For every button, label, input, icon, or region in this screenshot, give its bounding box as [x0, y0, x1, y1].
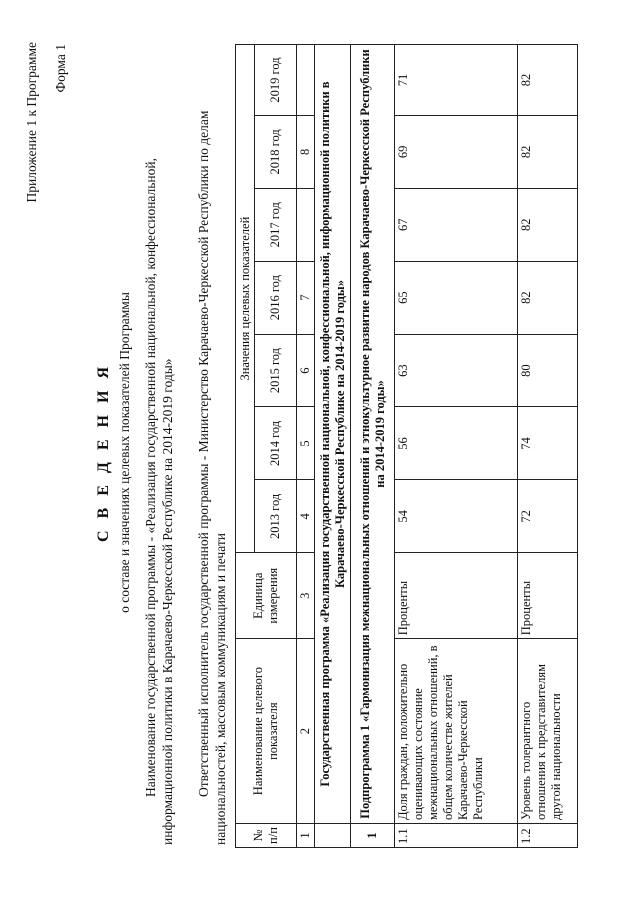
row-value: 82	[518, 261, 578, 334]
header-num: № п/п	[236, 824, 297, 848]
document-subtitle: о составе и значениях целевых показателей Программы	[117, 292, 132, 613]
row-unit: Проценты	[518, 553, 578, 639]
col-number: 3	[297, 553, 315, 639]
row-num: 1.1	[395, 824, 518, 848]
row-value: 56	[395, 407, 518, 480]
row-value: 82	[518, 188, 578, 261]
table-row	[395, 45, 518, 848]
header-unit: Единица измерения	[236, 553, 297, 639]
row-value: 71	[395, 45, 518, 116]
header-year: 2018 год	[255, 115, 297, 188]
col-number: 7	[297, 261, 315, 334]
col-number: 2	[297, 639, 315, 824]
indicators-table	[235, 44, 578, 848]
header-values-group: Значения целевых показателей	[236, 45, 255, 553]
header-row-group	[236, 45, 255, 848]
table-row	[518, 45, 578, 848]
column-number-row	[297, 45, 315, 848]
row-value: 67	[395, 188, 518, 261]
row-value: 65	[395, 261, 518, 334]
header-year: 2019 год	[255, 45, 297, 116]
row-name: Доля граждан, положительно оценивающих состояние межнациональных отношений, в общем количестве жителей Карачаево-Черкесской Республики	[395, 639, 518, 824]
header-year: 2017 год	[255, 188, 297, 261]
subprogram-row	[351, 45, 395, 848]
header-year: 2014 год	[255, 407, 297, 480]
col-number: 8	[297, 115, 315, 188]
header-year: 2013 год	[255, 480, 297, 553]
col-number: 6	[297, 334, 315, 407]
row-value: 82	[518, 45, 578, 116]
row-name: Уровень толерантного отношения к представителям другой национальности	[518, 639, 578, 824]
col-number: 1	[297, 824, 315, 848]
program-name-paragraph: Наименование государственной программы - «Реализация государственной национальной, конфессиональной, информационной политики в Карачаево-Черкесской Республике на 2014-2019 годы»	[143, 157, 175, 845]
form-label: Форма 1	[53, 44, 68, 93]
header-year: 2016 год	[255, 261, 297, 334]
row-value: 54	[395, 480, 518, 553]
row-value: 74	[518, 407, 578, 480]
program-row	[315, 45, 351, 848]
header-name: Наименование целевого показателя	[236, 639, 297, 824]
col-number: 4	[297, 480, 315, 553]
row-unit: Проценты	[395, 553, 518, 639]
header-year: 2015 год	[255, 334, 297, 407]
col-number	[297, 188, 315, 261]
col-number	[297, 45, 315, 116]
annex-label: Приложение 1 к Программе	[24, 42, 39, 203]
responsible-paragraph: Ответственный исполнитель государственной программы - Министерство Карачаево-Черкесской Республики по делам национальностей, массовым коммуникациям и печати	[196, 110, 228, 845]
row-value: 72	[518, 480, 578, 553]
row-value: 69	[395, 115, 518, 188]
subprogram-num: 1	[351, 824, 395, 848]
row-value: 82	[518, 115, 578, 188]
program-title: Государственная программа «Реализация государственной национальной, конфессиональной, информационной политики в Карачаево-Черкесской Республике на 2014-2019 годы»	[315, 45, 351, 824]
subprogram-title: Подпрограмма 1 «Гармонизация межнациональных отношений и этнокультурное развитие народов Карачаево-Черкесской Республики на 2014-2019 годы»	[351, 45, 395, 824]
document-title: С В Е Д Е Н И Я	[95, 362, 112, 543]
col-number: 5	[297, 407, 315, 480]
row-num: 1.2	[518, 824, 578, 848]
row-value: 80	[518, 334, 578, 407]
row-value: 63	[395, 334, 518, 407]
